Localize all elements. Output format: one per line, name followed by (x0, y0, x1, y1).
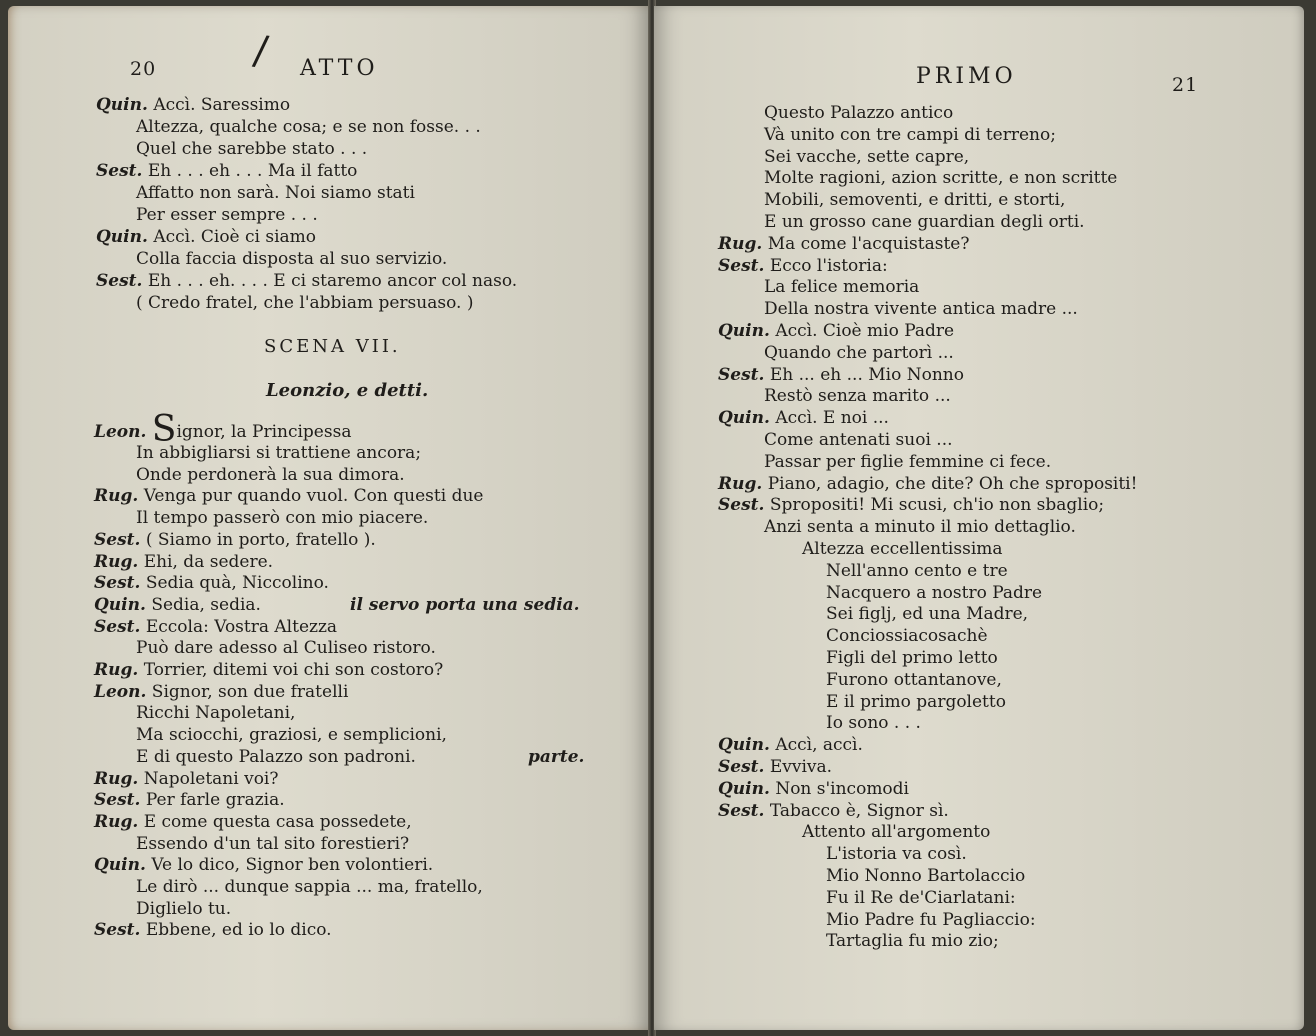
verse-line (136, 876, 483, 898)
speaker-name: Rug. (94, 811, 139, 832)
verse-line (826, 909, 1036, 931)
verse-line (136, 833, 409, 855)
verse-line (826, 603, 1028, 625)
verse-line (718, 364, 964, 386)
verse-line (136, 116, 481, 138)
verse-line (718, 734, 863, 756)
verse-line (764, 146, 969, 168)
line-text: Mio Nonno Bartolaccio (826, 866, 1026, 886)
line-text: Come antenati suoi ... (764, 430, 953, 450)
verse-line (94, 811, 412, 833)
verse-line (826, 843, 967, 865)
line-text: Sedia, sedia. (151, 594, 261, 615)
verse-line (136, 724, 447, 746)
verse-line (94, 616, 337, 638)
verse-line (96, 94, 290, 116)
verse-line (802, 821, 990, 843)
speaker-name: Sest. (718, 495, 765, 516)
verse-line (718, 473, 1137, 495)
verse-line (764, 167, 1117, 189)
verse-line (764, 211, 1085, 233)
line-text: Quel che sarebbe stato . . . (136, 139, 368, 159)
speaker-name: Quin. (718, 735, 770, 756)
speaker-name: Quin. (94, 855, 146, 876)
verse-line (718, 233, 969, 255)
line-text: Venga pur quando vuol. Con questi due (143, 486, 484, 507)
verse-line (136, 464, 405, 486)
speaker-name: Sest. (718, 255, 765, 276)
line-text: Eh . . . eh . . . Ma il fatto (147, 161, 358, 181)
verse-line (764, 298, 1078, 320)
line-text: Nell'anno cento e tre (826, 560, 1008, 581)
verse-line (136, 248, 447, 270)
verse-line (764, 189, 1065, 211)
verse-line (94, 572, 329, 594)
verse-line (826, 560, 1008, 582)
right-page-number: 21 (1172, 74, 1199, 96)
left-page-number: 20 (130, 58, 157, 80)
verse-line (764, 385, 951, 407)
line-text: Questo Palazzo antico (764, 103, 954, 123)
line-text: Altezza, qualche cosa; e se non fosse. . . (136, 117, 481, 137)
verse-line (764, 276, 919, 298)
line-text: ( Siamo in porto, fratello ). (145, 529, 376, 550)
line-text: Fu il Re de'Ciarlatani: (826, 887, 1016, 908)
stage-direction: il servo porta una sedia. (350, 594, 580, 615)
line-text: Della nostra vivente antica madre ... (764, 299, 1078, 320)
ink-mark-ornament: / (250, 27, 271, 75)
line-text: Sei vacche, sette capre, (764, 146, 970, 167)
line-text: Torrier, ditemi voi chi son costoro? (143, 660, 444, 680)
scene-characters: Leonzio, e detti. (266, 380, 429, 401)
speaker-name: Rug. (94, 768, 139, 789)
line-text: E di questo Palazzo son padroni. (136, 746, 416, 767)
line-text: Quando che partorì ... (764, 342, 954, 363)
speaker-name: Rug. (718, 233, 763, 254)
verse-line (96, 226, 316, 248)
speaker-name: Quin. (718, 408, 770, 429)
speaker-name: Rug. (94, 660, 139, 680)
verse-line (136, 442, 421, 464)
verse-line (136, 637, 436, 659)
verse-line (764, 451, 1051, 473)
line-text: Furono ottantanove, (826, 669, 1002, 690)
speaker-name: Quin. (718, 321, 770, 341)
verse-line (826, 625, 988, 647)
verse-line (136, 507, 428, 529)
verse-line (96, 270, 517, 292)
speaker-name: Sest. (94, 529, 141, 550)
speaker-name: Rug. (94, 486, 139, 507)
scene-heading: SCENA VII. (264, 336, 401, 357)
line-text: Non s'incomodi (775, 778, 909, 799)
verse-line (136, 898, 231, 920)
verse-line (802, 538, 1003, 560)
line-text: Eh . . . eh. . . . E ci staremo ancor col naso. (147, 271, 518, 291)
line-text: Sedia quà, Niccolino. (145, 573, 329, 594)
verse-line (136, 292, 473, 314)
speaker-name: Sest. (94, 790, 141, 811)
line-text: Mobili, semoventi, e dritti, e storti, (764, 190, 1066, 211)
line-text: Ebbene, ed io lo dico. (145, 920, 332, 941)
verse-line (718, 494, 1104, 516)
verse-line (94, 768, 278, 790)
speaker-name: Sest. (94, 573, 141, 594)
line-text: Passar per figlie femmine ci fece. (764, 451, 1052, 472)
verse-line (764, 516, 1076, 538)
line-text: Tartaglia fu mio zio; (826, 931, 999, 952)
line-text: Ma come l'acquistaste? (767, 233, 970, 254)
line-text: Accì. Cioè mio Padre (775, 321, 955, 341)
speaker-name: Sest. (94, 616, 141, 637)
line-text: Sei figlj, ed una Madre, (826, 604, 1029, 625)
line-text: Per farle grazia. (145, 790, 285, 811)
verse-line (136, 138, 367, 160)
line-text: Piano, adagio, che dite? Oh che spropositi! (767, 473, 1138, 494)
line-text: Per esser sempre . . . (136, 205, 318, 225)
line-text: Accì. Saressimo (153, 95, 291, 115)
line-text: In abbigliarsi si trattiene ancora; (136, 443, 422, 463)
speaker-name: Sest. (96, 271, 143, 291)
right-running-head: PRIMO (916, 64, 1017, 89)
line-text: Tabacco è, Signor sì. (769, 800, 949, 821)
line-text: Il tempo passerò con mio piacere. (136, 508, 429, 529)
line-text: Figli del primo letto (826, 648, 998, 668)
speaker-name: Leon. (94, 422, 147, 442)
line-text: Può dare adesso al Culiseo ristoro. (136, 638, 436, 659)
speaker-name: Quin. (96, 95, 148, 115)
line-text: Affatto non sarà. Noi siamo stati (136, 183, 415, 203)
line-text: Accì. E noi ... (775, 408, 889, 429)
verse-line (826, 865, 1025, 887)
verse-line (94, 681, 348, 703)
line-text: E un grosso cane guardian degli orti. (764, 212, 1085, 232)
line-text: Altezza eccellentissima (802, 539, 1003, 559)
line-text: ignor, la Principessa (176, 422, 352, 442)
verse-line (718, 800, 949, 822)
line-text: Accì, accì. (775, 735, 863, 756)
verse-line (718, 407, 889, 429)
line-text: Onde perdonerà la sua dimora. (136, 464, 405, 485)
line-text: Ehi, da sedere. (143, 551, 274, 572)
line-text: Accì. Cioè ci siamo (153, 227, 317, 247)
verse-line (764, 429, 953, 451)
line-text: La felice memoria (764, 277, 920, 298)
verse-line (136, 702, 295, 724)
line-text: E il primo pargoletto (826, 691, 1006, 712)
verse-line (94, 659, 443, 681)
verse-line (826, 887, 1016, 909)
verse-line (136, 204, 318, 226)
verse-line (826, 930, 999, 952)
verse-line (718, 255, 888, 277)
verse-line (94, 529, 376, 551)
line-text: Conciossiacosachè (826, 626, 988, 647)
stage-direction: parte. (528, 746, 585, 767)
line-text: Eh ... eh ... Mio Nonno (769, 364, 964, 385)
speaker-name: Quin. (718, 778, 770, 799)
line-text: Nacquero a nostro Padre (826, 582, 1043, 603)
verse-line (94, 485, 483, 507)
line-text: Io sono . . . (826, 713, 921, 734)
speaker-name: Rug. (94, 551, 139, 572)
speaker-name: Rug. (718, 473, 763, 494)
line-text: Ve lo dico, Signor ben volontieri. (151, 855, 434, 876)
speaker-name: Sest. (718, 800, 765, 821)
verse-line (764, 342, 954, 364)
speaker-name: Quin. (94, 594, 146, 615)
verse-line (718, 778, 909, 800)
line-text: Ricchi Napoletani, (136, 703, 296, 724)
line-text: Và unito con tre campi di terreno; (764, 124, 1056, 145)
scene-first-line (94, 409, 352, 450)
line-text: Mio Padre fu Pagliaccio: (826, 909, 1036, 930)
line-text: Napoletani voi? (143, 768, 279, 789)
verse-line (826, 669, 1002, 691)
line-text: Molte ragioni, azion scritte, e non scritte (764, 168, 1118, 189)
right-page (654, 6, 1304, 1030)
line-text: E come questa casa possedete, (143, 811, 412, 832)
verse-line (718, 320, 954, 342)
verse-line (94, 854, 433, 876)
speaker-name: Sest. (96, 161, 143, 181)
speaker-name: Sest. (718, 364, 765, 385)
line-text: Anzi senta a minuto il mio dettaglio. (764, 517, 1076, 538)
verse-line (764, 102, 953, 124)
line-text: Le dirò ... dunque sappia ... ma, fratello, (136, 877, 483, 897)
line-text: Spropositi! Mi scusi, ch'io non sbaglio; (769, 495, 1105, 516)
line-text: Ma sciocchi, graziosi, e semplicioni, (136, 725, 447, 746)
verse-line (94, 789, 285, 811)
verse-line (826, 582, 1042, 604)
line-text: Attento all'argomento (802, 822, 991, 843)
line-text: Colla faccia disposta al suo servizio. (136, 249, 448, 269)
verse-line (96, 160, 357, 182)
line-text: L'istoria va così. (826, 844, 967, 865)
verse-line (764, 124, 1056, 146)
line-text: Signor, son due fratelli (151, 681, 349, 702)
drop-cap: S (151, 409, 177, 450)
line-text: Restò senza marito ... (764, 386, 951, 407)
verse-line (826, 712, 921, 734)
left-running-head: ATTO (300, 56, 379, 81)
speaker-name: Quin. (96, 227, 148, 247)
line-text: Diglielo tu. (136, 898, 232, 919)
verse-line (826, 691, 1006, 713)
verse-line (94, 551, 273, 573)
line-text: Essendo d'un tal sito forestieri? (136, 833, 410, 854)
verse-line (94, 919, 332, 941)
speaker-name: Sest. (718, 757, 765, 777)
speaker-name: Sest. (94, 920, 141, 941)
verse-line (94, 594, 261, 616)
line-text: Eccola: Vostra Altezza (145, 616, 338, 637)
line-text: ( Credo fratel, che l'abbiam persuaso. ) (136, 293, 474, 313)
verse-line (718, 756, 832, 778)
verse-line (136, 182, 415, 204)
line-text: Evviva. (769, 757, 833, 777)
speaker-name: Leon. (94, 681, 147, 702)
verse-line (136, 746, 416, 768)
verse-line (826, 647, 998, 669)
line-text: Ecco l'istoria: (769, 255, 888, 276)
left-page (8, 6, 650, 1030)
